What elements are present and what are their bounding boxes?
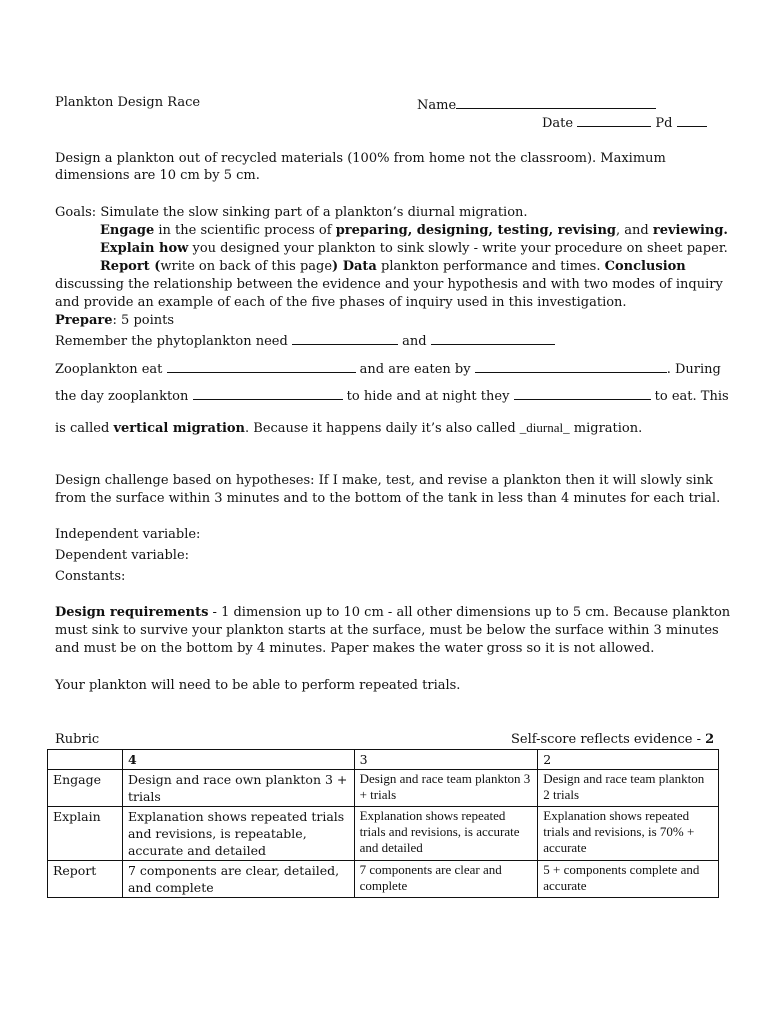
s3-hide: to hide and at night they	[342, 389, 514, 404]
explain-bold: Explain how	[100, 241, 189, 256]
repeated-trials: Your plankton will need to be able to perform repeated trials.	[55, 678, 461, 693]
rubric-category: Engage	[48, 770, 123, 807]
rubric-cell: 7 components are clear and complete	[354, 861, 538, 898]
prepare-sentence-4	[55, 420, 642, 438]
night-blank[interactable]	[514, 385, 651, 400]
rubric-header-row	[48, 750, 719, 770]
rubric-category: Explain	[48, 807, 123, 861]
intro-line-1: Design a plankton out of recycled materials (100% from home not the classroom). Maximum	[55, 151, 666, 166]
explain-line	[100, 240, 728, 258]
goals-text: Simulate the slow sinking part of a plankton’s diurnal migration.	[100, 205, 528, 220]
report-text-2: plankton performance and times.	[376, 259, 605, 274]
independent-variable: Independent variable:	[55, 527, 201, 542]
report-data: ) Data	[332, 259, 377, 274]
engage-text: in the scientific process of	[154, 223, 336, 238]
date-blank[interactable]	[577, 112, 651, 127]
s1-and: and	[397, 334, 431, 349]
report-bold: Report (	[100, 259, 161, 274]
report-text: write on back of this page	[160, 259, 333, 274]
phyto-need-blank-1[interactable]	[292, 330, 398, 345]
rubric-cell: Design and race team plankton 2 trials	[538, 770, 719, 807]
s3-text: the day zooplankton	[55, 389, 193, 404]
rubric-cell: 7 components are clear, detailed, and complete	[122, 861, 354, 898]
intro-line-2: dimensions are 10 cm by 5 cm.	[55, 168, 260, 183]
date-label: Date	[542, 116, 574, 131]
explain-text: you designed your plankton to sink slowly - write your procedure on sheet paper.	[188, 241, 728, 256]
s2-text: Zooplankton eat	[55, 362, 167, 377]
requirements-label: Design requirements	[55, 605, 209, 620]
prepare-sentence-2	[55, 358, 721, 379]
zoo-eat-blank[interactable]	[167, 358, 356, 373]
engage-and: , and	[616, 223, 653, 238]
challenge-line-2: from the surface within 3 minutes and to the bottom of the tank in less than 4 minutes for each trial.	[55, 491, 721, 506]
engage-reviewing: reviewing.	[652, 223, 728, 238]
rubric-header-3: 3	[354, 750, 538, 770]
rubric-header-4: 4	[122, 750, 354, 770]
report-conclusion: Conclusion	[604, 259, 686, 274]
constants: Constants:	[55, 569, 126, 584]
s2-eaten: and are eaten by	[355, 362, 475, 377]
rubric-cell: Design and race team plankton 3 + trials	[354, 770, 538, 807]
report-line-3: and provide an example of each of the five phases of inquiry used in this investigation.	[55, 295, 627, 310]
s4-text: is called	[55, 421, 114, 436]
s3-eat: to eat. This	[650, 389, 729, 404]
rubric-row-report	[48, 861, 719, 898]
day-blank[interactable]	[193, 385, 343, 400]
s4-migration: migration.	[569, 421, 643, 436]
prepare-label: Prepare	[55, 313, 113, 328]
rubric-cell: 5 + components complete and accurate	[538, 861, 719, 898]
rubric-cell: Explanation shows repeated trials and revisions, is repeatable, accurate and detailed	[122, 807, 354, 861]
name-label: Name	[417, 98, 457, 113]
rubric-category: Report	[48, 861, 123, 898]
date-pd-field[interactable]	[542, 112, 707, 133]
rubric-cell: Explanation shows repeated trials and revisions, is 70% + accurate	[538, 807, 719, 861]
vertical-migration: vertical migration	[113, 421, 246, 436]
engage-line	[100, 222, 728, 240]
requirements-text: - 1 dimension up to 10 cm - all other dimensions up to 5 cm. Because plankton	[208, 605, 731, 620]
prepare-points: : 5 points	[112, 313, 175, 328]
self-score	[511, 731, 714, 749]
worksheet-title: Plankton Design Race	[55, 95, 201, 110]
challenge-line-1: Design challenge based on hypotheses: If I make, test, and revise a plankton then it will slowly sink	[55, 473, 713, 488]
prepare-sentence-3	[55, 385, 729, 406]
report-line-2: discussing the relationship between the evidence and your hypothesis and with two modes of inquiry	[55, 277, 723, 292]
goals-label: Goals:	[55, 205, 97, 220]
rubric-row-engage	[48, 770, 719, 807]
rubric-header-blank	[48, 750, 123, 770]
engage-phases: preparing, designing, testing, revising	[335, 223, 617, 238]
report-line	[100, 258, 686, 276]
s1-text: Remember the phytoplankton need	[55, 334, 292, 349]
goals-line	[55, 204, 528, 222]
rubric-title: Rubric	[55, 732, 100, 747]
self-score-value: 2	[705, 732, 715, 747]
eaten-by-blank[interactable]	[475, 358, 667, 373]
rubric-header-2: 2	[538, 750, 719, 770]
requirements-line-3: and must be on the bottom by 4 minutes. Paper makes the water gross so it is not allowed.	[55, 641, 655, 656]
diurnal-answer: _diurnal_	[519, 420, 570, 435]
prepare-line	[55, 312, 174, 330]
s4-daily: . Because it happens daily it’s also called	[245, 421, 520, 436]
pd-blank[interactable]	[677, 112, 707, 127]
engage-bold: Engage	[100, 223, 155, 238]
requirements-line-2: must sink to survive your plankton starts at the surface, must be below the surface within 3 minutes	[55, 623, 719, 638]
rubric-cell: Explanation shows repeated trials and revisions, is accurate and detailed	[354, 807, 538, 861]
rubric-row-explain	[48, 807, 719, 861]
pd-label: Pd	[655, 116, 673, 131]
rubric-cell: Design and race own plankton 3 + trials	[122, 770, 354, 807]
phyto-need-blank-2[interactable]	[431, 330, 555, 345]
requirements-line-1	[55, 604, 730, 622]
rubric-table	[47, 749, 719, 898]
dependent-variable: Dependent variable:	[55, 548, 190, 563]
prepare-sentence-1	[55, 330, 555, 351]
self-score-label: Self-score reflects evidence -	[511, 732, 706, 747]
name-blank[interactable]	[456, 94, 656, 109]
s2-during: . During	[666, 362, 721, 377]
